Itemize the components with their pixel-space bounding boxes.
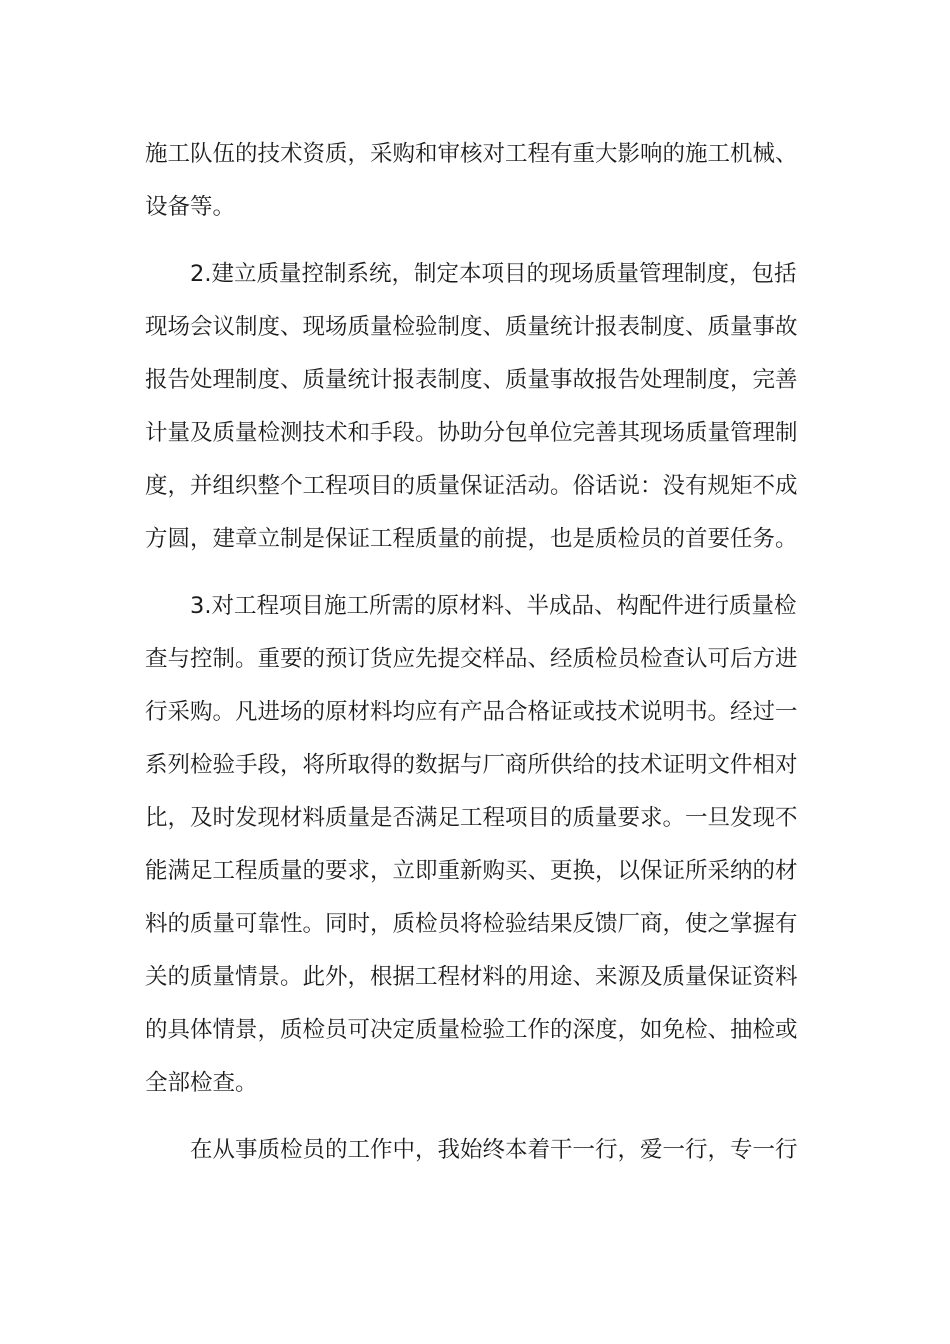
text-line: 设备等。	[145, 194, 236, 220]
text-line: 报告处理制度、质量统计报表制度、质量事故报告处理制度，完善	[145, 367, 798, 393]
text-line: 现场会议制度、现场质量检验制度、质量统计报表制度、质量事故	[145, 314, 798, 340]
paragraph-1	[145, 128, 815, 234]
document-body	[145, 128, 815, 1177]
paragraph-4	[145, 1124, 815, 1177]
paragraph-gap	[145, 1110, 815, 1124]
text-line: 能满足工程质量的要求，立即重新购买、更换，以保证所采纳的材	[145, 858, 798, 884]
text-line: 3.对工程项目施工所需的原材料、半成品、构配件进行质量检	[190, 593, 797, 619]
text-line: 施工队伍的技术资质，采购和审核对工程有重大影响的施工机械、	[145, 141, 798, 167]
text-line: 度，并组织整个工程项目的质量保证活动。俗话说：没有规矩不成	[145, 473, 798, 499]
text-line: 2.建立质量控制系统，制定本项目的现场质量管理制度，包括	[190, 261, 797, 287]
text-line: 料的质量可靠性。同时，质检员将检验结果反馈厂商，使之掌握有	[145, 911, 798, 937]
text-line: 计量及质量检测技术和手段。协助分包单位完善其现场质量管理制	[145, 420, 798, 446]
paragraph-3	[145, 580, 815, 1110]
paragraph-2	[145, 248, 815, 566]
paragraph-gap	[145, 234, 815, 248]
text-line: 关的质量情景。此外，根据工程材料的用途、来源及质量保证资料	[145, 964, 798, 990]
text-line: 比，及时发现材料质量是否满足工程项目的质量要求。一旦发现不	[145, 805, 798, 831]
text-line: 的具体情景，质检员可决定质量检验工作的深度，如免检、抽检或	[145, 1017, 798, 1043]
text-line: 全部检查。	[145, 1070, 258, 1096]
text-line: 在从事质检员的工作中，我始终本着干一行，爱一行，专一行	[190, 1137, 798, 1163]
text-line: 行采购。凡进场的原材料均应有产品合格证或技术说明书。经过一	[145, 699, 798, 725]
text-line: 系列检验手段，将所取得的数据与厂商所供给的技术证明文件相对	[145, 752, 798, 778]
paragraph-gap	[145, 566, 815, 580]
text-line: 查与控制。重要的预订货应先提交样品、经质检员检查认可后方进	[145, 646, 798, 672]
text-line: 方圆，建章立制是保证工程质量的前提，也是质检员的首要任务。	[145, 526, 798, 552]
